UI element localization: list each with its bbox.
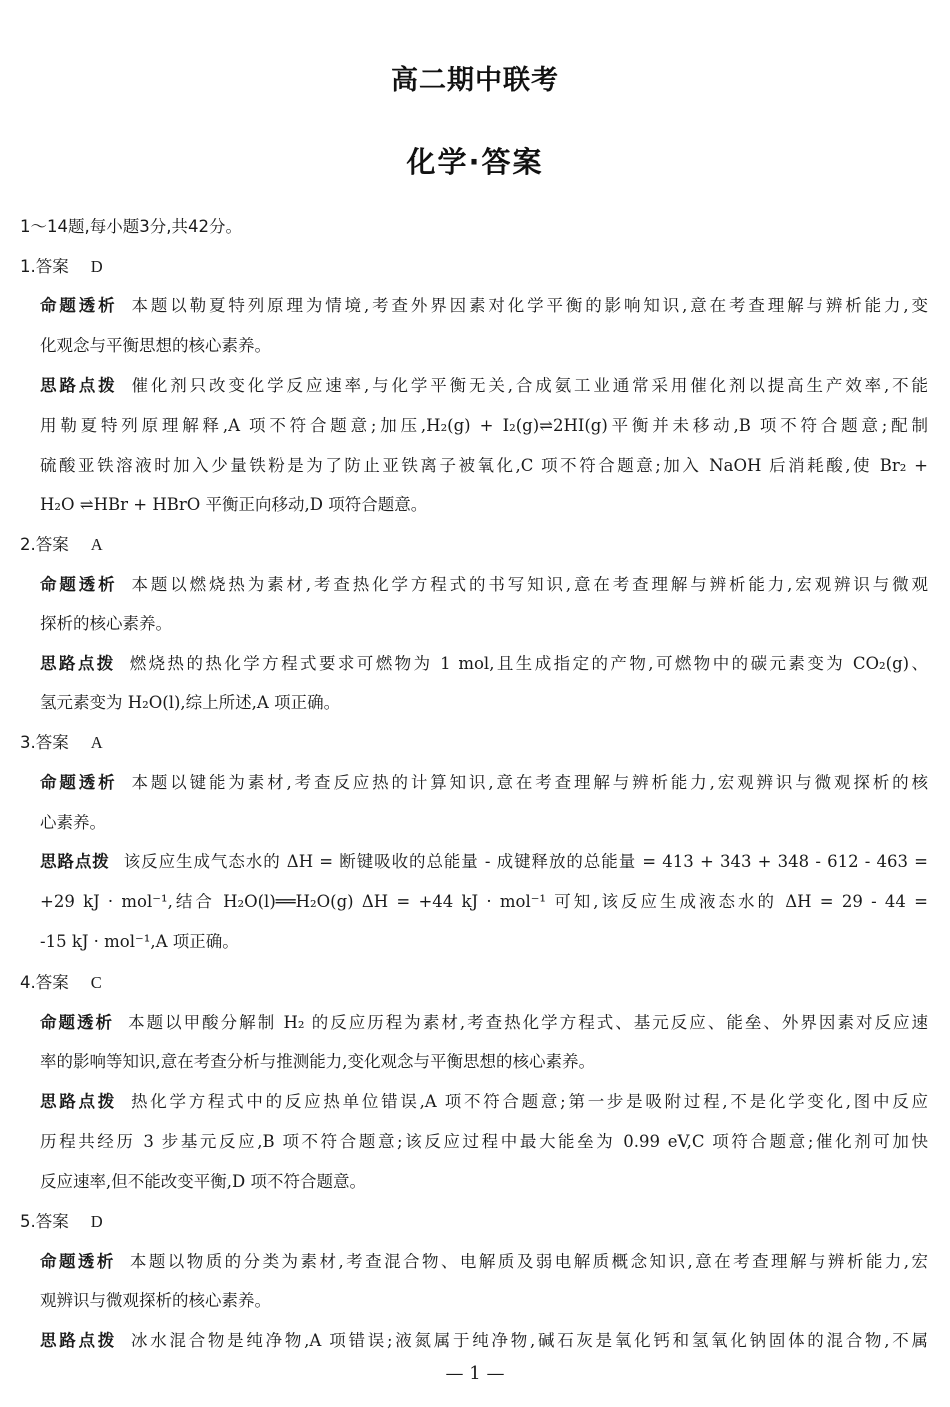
question-number: 3. bbox=[20, 733, 36, 752]
answer-value: A bbox=[90, 733, 103, 752]
document-subtitle: 化学·答案 bbox=[406, 145, 544, 179]
answer-value: C bbox=[90, 973, 102, 992]
question-3-hint-line-2: +29 kJ · mol⁻¹,结合 H₂O(l)══H₂O(g) ΔH = +44 kJ · mol⁻¹ 可知,该反应生成液态水的 ΔH = 29 - 44 = bbox=[40, 892, 928, 911]
question-1-header bbox=[20, 256, 103, 278]
question-4-header bbox=[20, 972, 102, 994]
question-2-header bbox=[20, 534, 103, 556]
analysis-label: 命题透析 bbox=[40, 575, 118, 594]
question-number: 4. bbox=[20, 973, 36, 992]
answer-value: D bbox=[90, 257, 103, 276]
question-number: 1. bbox=[20, 257, 36, 276]
hint-label: 思路点拨 bbox=[40, 1092, 117, 1111]
question-5-analysis-line-2: 观辨识与微观探析的核心素养。 bbox=[40, 1291, 271, 1310]
section-intro: 1～14题,每小题3分,共42分。 bbox=[20, 217, 242, 236]
question-number: 5. bbox=[20, 1212, 36, 1231]
question-2-hint-line-1: 思路点拨 燃烧热的热化学方程式要求可燃物为 1 mol,且生成指定的产物,可燃物中的碳元素变为 CO₂(g)、 bbox=[40, 654, 928, 673]
question-1-hint-line-2: 用勒夏特列原理解释,A 项不符合题意;加压,H₂(g) + I₂(g)⇌2HI(g)平衡并未移动,B 项不符合题意;配制 bbox=[40, 416, 928, 435]
document-title: 高二期中联考 bbox=[391, 65, 559, 96]
question-1-analysis-line-2: 化观念与平衡思想的核心素养。 bbox=[40, 336, 271, 355]
question-2-hint-line-2: 氢元素变为 H₂O(l),综上所述,A 项正确。 bbox=[40, 693, 341, 712]
answer-value: A bbox=[90, 535, 103, 554]
answer-label: 答案 bbox=[35, 535, 69, 554]
analysis-label: 命题透析 bbox=[40, 1252, 116, 1271]
question-1-analysis-line-1: 命题透析 本题以勒夏特列原理为情境,考查外界因素对化学平衡的影响知识,意在考查理解与辨析能力,变 bbox=[40, 296, 928, 315]
answer-value: D bbox=[90, 1212, 103, 1231]
question-3-header bbox=[20, 732, 103, 754]
answer-label: 答案 bbox=[35, 1212, 69, 1231]
answer-label: 答案 bbox=[35, 973, 69, 992]
question-1-hint-line-4: H₂O ⇌HBr + HBrO 平衡正向移动,D 项符合题意。 bbox=[40, 495, 428, 514]
answer-label: 答案 bbox=[35, 257, 69, 276]
question-2-analysis-line-2: 探析的核心素养。 bbox=[40, 614, 172, 633]
question-number: 2. bbox=[20, 535, 36, 554]
question-5-header bbox=[20, 1211, 103, 1233]
hint-label: 思路点拨 bbox=[40, 852, 110, 871]
question-5-analysis-line-1: 命题透析 本题以物质的分类为素材,考查混合物、电解质及弱电解质概念知识,意在考查理解与辨析能力,宏 bbox=[40, 1252, 928, 1271]
question-4-analysis-line-2: 率的影响等知识,意在考查分析与推测能力,变化观念与平衡思想的核心素养。 bbox=[40, 1052, 595, 1071]
question-5-hint-line-1: 思路点拨 冰水混合物是纯净物,A 项错误;液氮属于纯净物,碱石灰是氧化钙和氢氧化钠固体的混合物,不属 bbox=[40, 1331, 928, 1350]
question-2-analysis-line-1: 命题透析 本题以燃烧热为素材,考查热化学方程式的书写知识,意在考查理解与辨析能力,宏观辨识与微观 bbox=[40, 575, 928, 594]
question-4-hint-line-3: 反应速率,但不能改变平衡,D 项不符合题意。 bbox=[40, 1172, 366, 1191]
question-3-hint-line-3: -15 kJ · mol⁻¹,A 项正确。 bbox=[40, 932, 239, 951]
question-4-analysis-line-1: 命题透析 本题以甲酸分解制 H₂ 的反应历程为素材,考查热化学方程式、基元反应、能垒、外界因素对反应速 bbox=[40, 1013, 929, 1032]
question-3-analysis-line-2: 心素养。 bbox=[40, 813, 106, 832]
page-number: — 1 — bbox=[445, 1363, 505, 1384]
hint-label: 思路点拨 bbox=[40, 654, 116, 673]
question-3-hint-line-1: 思路点拨 该反应生成气态水的 ΔH = 断键吸收的总能量 - 成键释放的总能量 = 413 + 343 + 348 - 612 - 463 = bbox=[40, 852, 928, 871]
question-4-hint-line-1: 思路点拨 热化学方程式中的反应热单位错误,A 项不符合题意;第一步是吸附过程,不是化学变化,图中反应 bbox=[40, 1092, 928, 1111]
hint-label: 思路点拨 bbox=[40, 1331, 117, 1350]
question-4-hint-line-2: 历程共经历 3 步基元反应,B 项不符合题意;该反应过程中最大能垒为 0.99 eV,C 项符合题意;催化剂可加快 bbox=[40, 1132, 928, 1151]
question-1-hint-line-3: 硫酸亚铁溶液时加入少量铁粉是为了防止亚铁离子被氧化,C 项不符合题意;加入 NaOH 后消耗酸,使 Br₂ + bbox=[40, 456, 928, 475]
answer-label: 答案 bbox=[35, 733, 69, 752]
analysis-label: 命题透析 bbox=[40, 773, 118, 792]
question-1-hint-line-1: 思路点拨 催化剂只改变化学反应速率,与化学平衡无关,合成氨工业通常采用催化剂以提高生产效率,不能 bbox=[40, 376, 928, 395]
question-3-analysis-line-1: 命题透析 本题以键能为素材,考查反应热的计算知识,意在考查理解与辨析能力,宏观辨识与微观探析的核 bbox=[40, 773, 928, 792]
analysis-label: 命题透析 bbox=[40, 1013, 115, 1032]
analysis-label: 命题透析 bbox=[40, 296, 118, 315]
hint-label: 思路点拨 bbox=[40, 376, 118, 395]
